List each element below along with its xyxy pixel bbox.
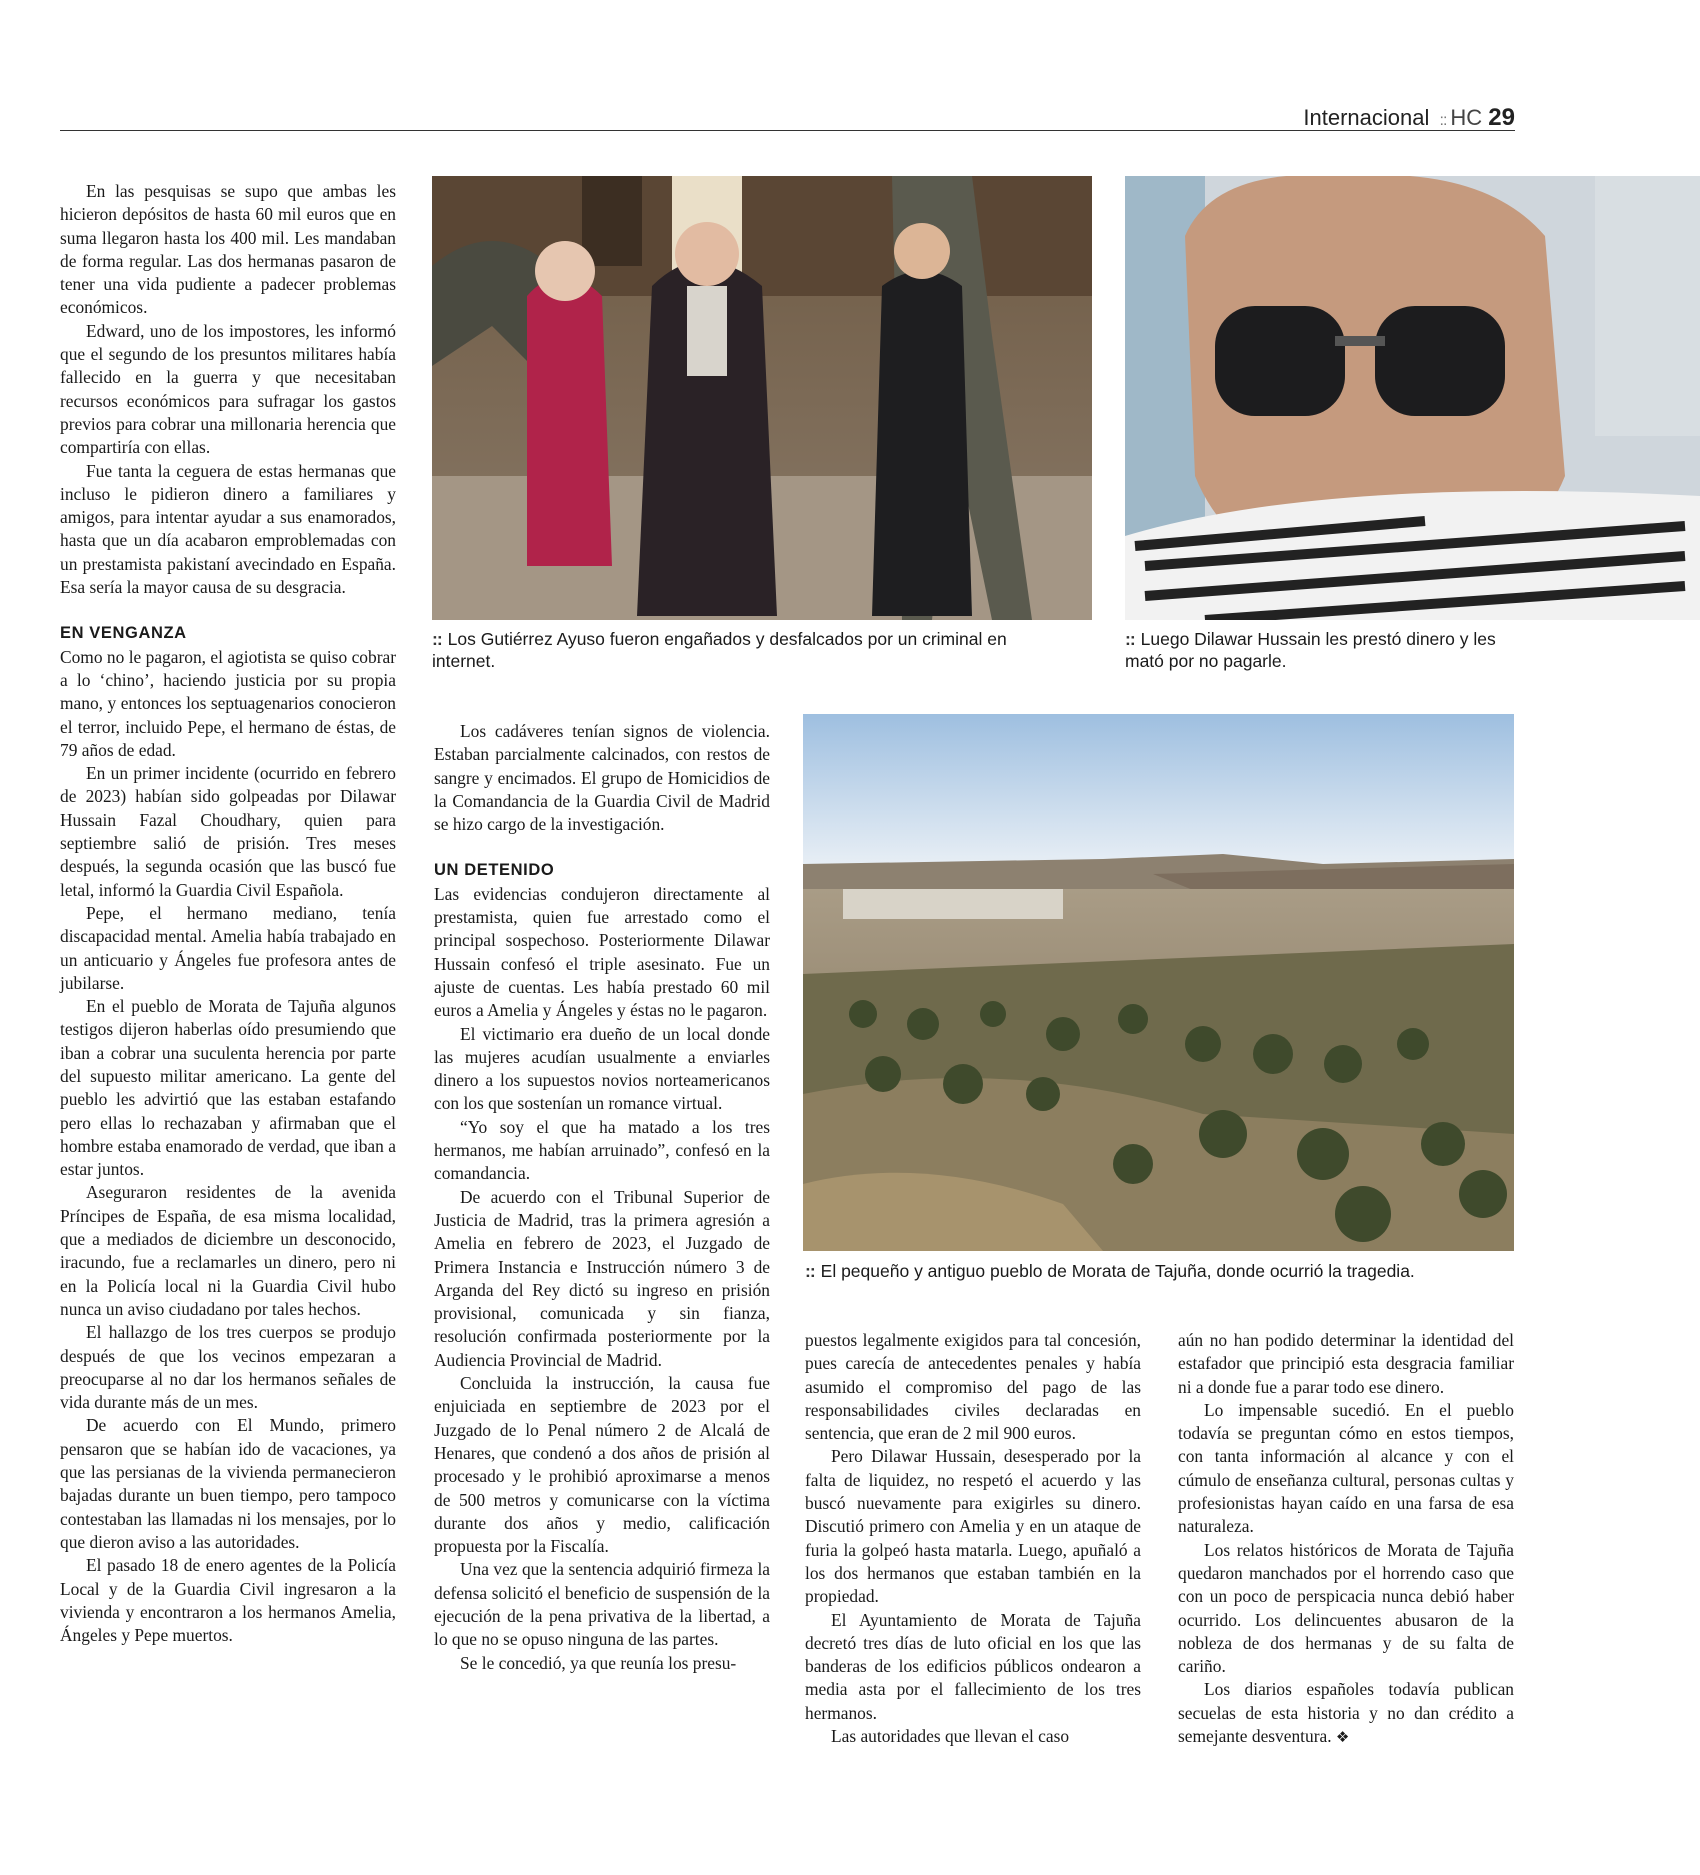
- caption-text: Los Gutiérrez Ayuso fueron engañados y desfalcados por un criminal en internet.: [432, 629, 1007, 671]
- paragraph: El Ayuntamiento de Morata de Tajuña decretó tres días de luto oficial en los que las banderas de los edificios públicos ondearon a media asta por el fallecimiento de los tres hermanos.: [805, 1609, 1141, 1723]
- paragraph: Las evidencias condujeron directamente al prestamista, quien fue arrestado como el principal sospechoso. Posteriormente Dilawar Hussain confesó el triple asesinato. Fue un ajuste de cuentas. Les había prestado 60 mil euros a Amelia y Ángeles y éstas no le pagaron.: [434, 883, 770, 1021]
- caption-family: [432, 628, 1032, 672]
- end-of-article-mark: ❖: [1335, 1728, 1350, 1747]
- caption-text: El pequeño y antiguo pueblo de Morata de Tajuña, donde ocurrió la tragedia.: [820, 1261, 1415, 1281]
- photo-suspect: [1125, 176, 1700, 620]
- paragraph: En el pueblo de Morata de Tajuña algunos testigos dijeron haberlas oído presumiendo que iban a cobrar una suculenta herencia por parte del supuesto militar americano. La gente del pueblo les advirtió que las estaban estafando pero ellas lo rechazaban y afirmaban que el hombre estaba enamorado de verdad, que iban a estar juntos.: [60, 996, 396, 1180]
- subheading-un-detenido: UN DETENIDO: [434, 861, 555, 880]
- paragraph: De acuerdo con El Mundo, primero pensaron que se habían ido de vacaciones, ya que las persianas de la vivienda permanecieron bajadas durante un buen tiempo, pero tampoco contestaban las llamadas ni los mensajes, por lo que dieron aviso a las autoridades.: [60, 1415, 396, 1552]
- paragraph: Pepe, el hermano mediano, tenía discapacidad mental. Amelia había trabajado en un anticuario y Ángeles fue profesora antes de jubilarse.: [60, 902, 396, 993]
- caption-village: [805, 1260, 1525, 1282]
- paragraph: Los cadáveres tenían signos de violencia. Estaban parcialmente calcinados, con restos de sangre y encimados. El grupo de Homicidios de la Comandancia de la Guardia Civil de Madrid se hizo cargo de la investigación.: [434, 721, 770, 835]
- article-column-3: [805, 1329, 1141, 1748]
- header-separator: ::: [1439, 112, 1447, 129]
- paragraph-text: Los diarios españoles todavía publican secuelas de esta historia y no dan crédito a semejante desventura.: [1178, 1679, 1514, 1747]
- paragraph: Aseguraron residentes de la avenida Príncipes de España, de esa misma localidad, que a mediados de diciembre un desconocido, iracundo, fue a reclamarles un dinero, pero ni en la Policía local ni la Guardia Civil hubo nunca un aviso ciudadano por tales hechos.: [60, 1182, 396, 1319]
- paragraph: Los relatos históricos de Morata de Tajuña quedaron manchados por el horrendo caso que con un poco de perspicacia nunca debió haber ocurrido. Los delincuentes abusaron de la nobleza de dos hermanas y de su falta de cariño.: [1178, 1539, 1514, 1677]
- caption-marker: ::: [432, 629, 442, 649]
- page-number: 29: [1488, 104, 1515, 131]
- paragraph: En las pesquisas se supo que ambas les hicieron depósitos de hasta 60 mil euros que en suma llegaron hasta los 400 mil. Les mandaban de forma regular. Las dos hermanas pasaron de tener una vida pudiente a padecer problemas económicos.: [60, 181, 396, 318]
- article-column-2: [434, 720, 770, 1675]
- paragraph: Una vez que la sentencia adquirió firmeza la defensa solicitó el beneficio de suspensión de la ejecución de la pena privativa de la libertad, a lo que no se opuso ninguna de las partes.: [434, 1559, 770, 1650]
- paragraph: Las autoridades que llevan el caso: [831, 1726, 1070, 1747]
- paragraph: Pero Dilawar Hussain, desesperado por la falta de liquidez, no respetó el acuerdo y las buscó nuevamente para exigirles su dinero. Discutió primero con Amelia y en un ataque de furia la golpeó hasta matarla. Luego, apuñaló a los dos hermanos que estaban también en la propiedad.: [805, 1446, 1141, 1607]
- caption-suspect: [1125, 628, 1525, 672]
- paragraph: El pasado 18 de enero agentes de la Policía Local y de la Guardia Civil ingresaron a la vivienda y encontraron a los hermanos Amelia, Ángeles y Pepe muertos.: [60, 1555, 396, 1646]
- paragraph: De acuerdo con el Tribunal Superior de Justicia de Madrid, tras la primera agresión a Amelia en febrero de 2023, el Juzgado de Primera Instancia e Instrucción número 3 de Arganda del Rey dictó su ingreso en prisión provisional, comunicada y sin fianza, resolución confirmada posteriormente por la Audiencia Provincial de Madrid.: [434, 1186, 770, 1370]
- paragraph: Concluida la instrucción, la causa fue enjuiciada en septiembre de 2023 por el Juzgado de lo Penal número 2 de Alcalá de Henares, que condenó a dos años de prisión al procesado y le prohibió aproximarse a menos de 500 metros y comunicarse con la víctima durante dos años y medio, calificación propuesta por la Fiscalía.: [434, 1373, 770, 1557]
- paragraph: El victimario era dueño de un local donde las mujeres acudían usualmente a enviarles dinero a los supuestos novios norteamericanos con los que sostenían un romance virtual.: [434, 1023, 770, 1114]
- article-column-4: [1178, 1329, 1514, 1749]
- paragraph: Se le concedió, ya que reunía los presu-: [460, 1652, 737, 1673]
- paragraph: Como no le pagaron, el agiotista se quiso cobrar a lo ‘chino’, haciendo justicia por su propia mano, y entonces los septuagenarios conocieron el terror, incluido Pepe, el hermano de éstas, de 79 años de edad.: [60, 646, 396, 760]
- header-divider: [60, 130, 1515, 131]
- publication-name: HC: [1450, 105, 1483, 130]
- paragraph: puestos legalmente exigidos para tal concesión, pues carecía de antecedentes penales y había asumido el compromiso del pago de las responsabilidades civiles declaradas en sentencia, que eran de 2 mil 900 euros.: [805, 1330, 1141, 1444]
- caption-marker: ::: [1125, 629, 1135, 649]
- photo-village: [803, 714, 1514, 1251]
- paragraph: Edward, uno de los impostores, les informó que el segundo de los presuntos militares había fallecido en la guerra y que necesitaban recursos económicos para sufragar los gastos previos para cobrar una millonaria herencia que compartiría con ellas.: [60, 320, 396, 458]
- caption-text: Luego Dilawar Hussain les prestó dinero y les mató por no pagarle.: [1125, 629, 1496, 671]
- photo-family: [432, 176, 1092, 620]
- paragraph: Fue tanta la ceguera de estas hermanas que incluso le pidieron dinero a familiares y amigos, para intentar ayudar a sus enamorados, hasta que un día acabaron emproblemadas con un prestamista pakistaní avecindado en España. Esa sería la mayor causa de su desgracia.: [60, 460, 396, 598]
- paragraph: [1178, 1678, 1514, 1749]
- subheading-en-venganza: EN VENGANZA: [60, 624, 187, 643]
- article-column-1: [60, 180, 396, 1647]
- paragraph: Lo impensable sucedió. En el pueblo todavía se preguntan cómo en estos tiempos, con tanta información al alcance y con el cúmulo de enseñanza cultural, personas cultas y profesionistas hayan caído en una farsa de esa naturaleza.: [1178, 1399, 1514, 1537]
- section-name: Internacional: [1303, 105, 1430, 130]
- page-header: [1303, 104, 1515, 132]
- paragraph: “Yo soy el que ha matado a los tres hermanos, me habían arruinado”, confesó en la comandancia.: [434, 1116, 770, 1184]
- paragraph: En un primer incidente (ocurrido en febrero de 2023) habían sido golpeadas por Dilawar Hussain Fazal Choudhary, quien para septiembre salió de prisión. Tres meses después, la segunda ocasión que las buscó fue letal, informó la Guardia Civil Española.: [60, 763, 396, 900]
- paragraph: aún no han podido determinar la identidad del estafador que principió esta desgracia familiar ni a donde fue a parar todo ese dinero.: [1178, 1330, 1514, 1397]
- paragraph: El hallazgo de los tres cuerpos se produjo después de que los vecinos empezaran a preocuparse al no dar los hermanos señales de vida durante más de un mes.: [60, 1322, 396, 1413]
- caption-marker: ::: [805, 1261, 815, 1281]
